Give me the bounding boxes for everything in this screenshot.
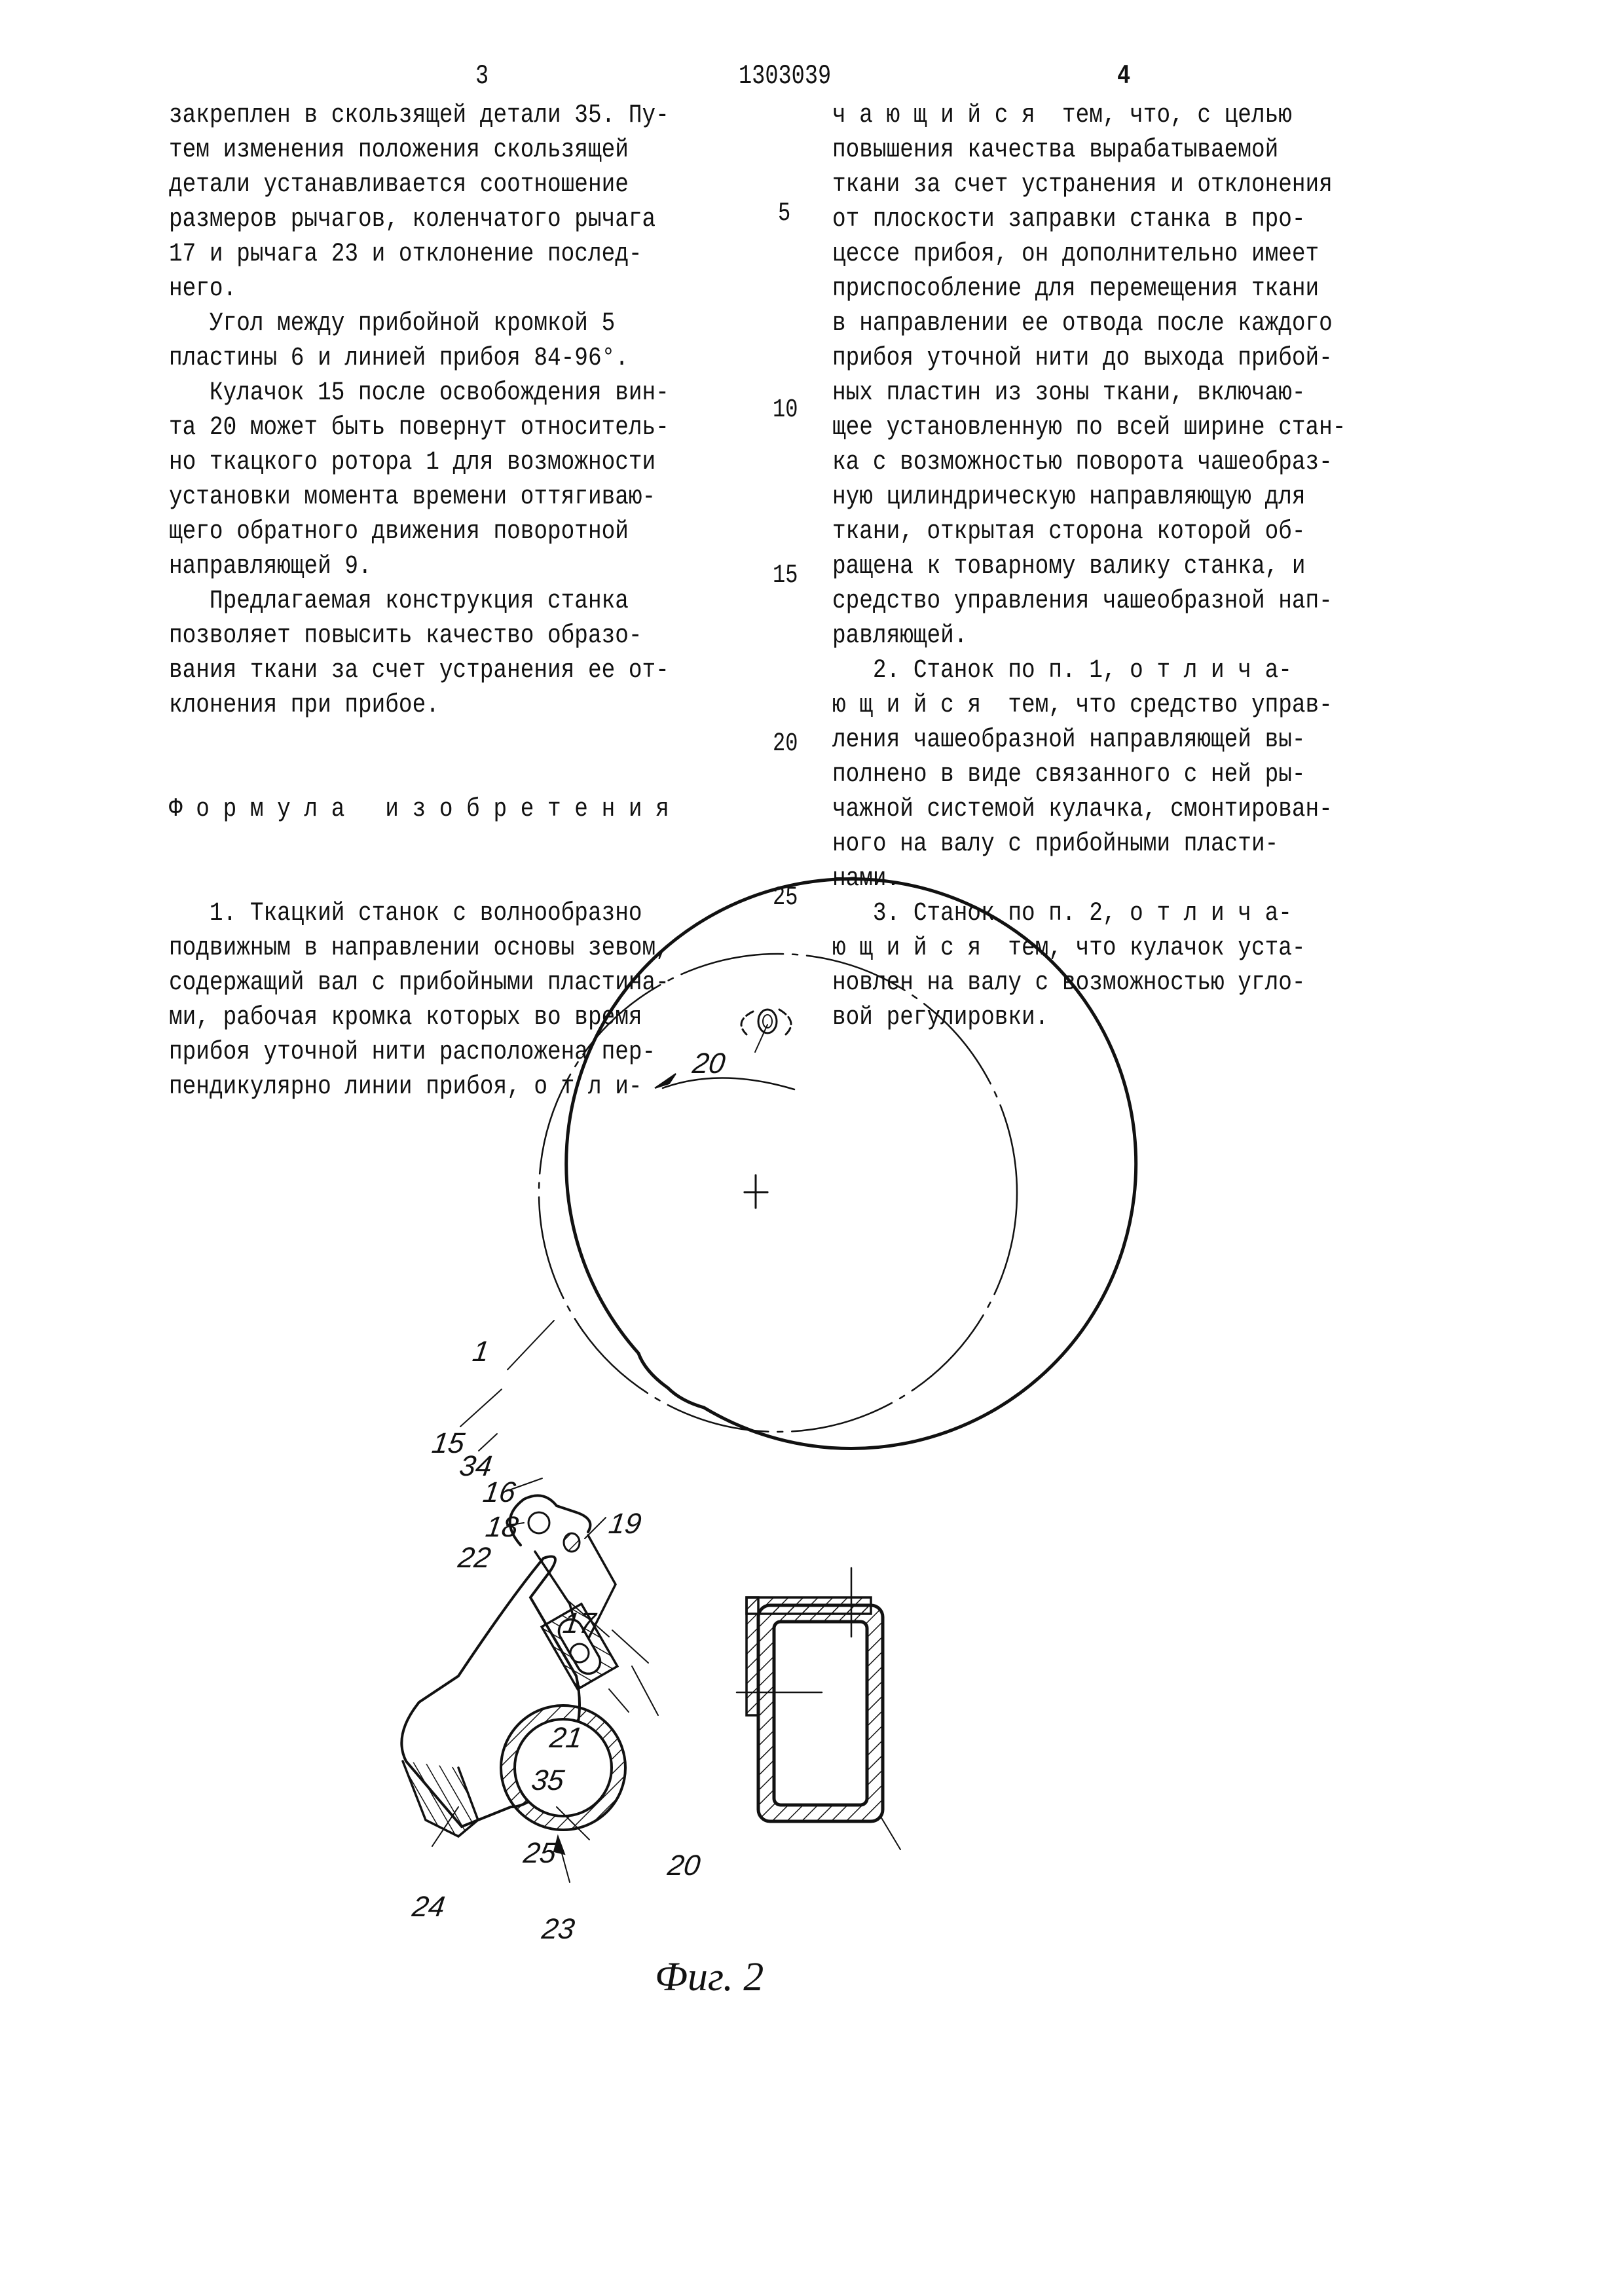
text-line: ную цилиндрическую направляющую для <box>832 480 1346 515</box>
figure-caption: Фиг. 2 <box>655 1954 764 2001</box>
text-line: ных пластин из зоны ткани, включаю- <box>832 376 1346 410</box>
clamp-24 <box>403 1761 478 1836</box>
text-line: Ф о р м у л а и з о б р е т е н и я <box>169 792 669 827</box>
text-line: Угол между прибойной кромкой 5 <box>169 306 669 341</box>
text-line: ращена к товарному валику станка, и <box>832 549 1346 584</box>
line-number-10: 10 <box>773 393 798 428</box>
text-line: ка с возможностью поворота чашеобраз- <box>832 445 1346 480</box>
label-24: 24 <box>410 1891 447 1923</box>
text-line: направляющей 9. <box>169 549 669 584</box>
text-line: тем изменения положения скользящей <box>169 133 669 168</box>
text-line: детали устанавливается соотношение <box>169 168 669 202</box>
screw-slot <box>741 1010 791 1034</box>
label-35: 35 <box>529 1764 566 1797</box>
text-line: полнено в виде связанного с ней ры- <box>832 757 1346 792</box>
screw-20 <box>758 1010 777 1033</box>
text-line: Предлагаемая конструкция станка <box>169 584 669 619</box>
text-line: прибоя уточной нити расположена пер- <box>169 1035 669 1070</box>
text-line: ного на валу с прибойными пласти- <box>832 827 1346 862</box>
text-line: подвижным в направлении основы зевом, <box>169 931 669 966</box>
label-21: 21 <box>547 1722 584 1755</box>
text-line: от плоскости заправки станка в про- <box>832 202 1346 237</box>
left-page-number: 3 <box>475 60 489 92</box>
text-line: пендикулярно линии прибоя, о т л и- <box>169 1070 669 1104</box>
label-1-rotor: 1 <box>470 1336 491 1368</box>
right-page-number: 4 <box>1117 60 1130 92</box>
line-number-20: 20 <box>773 727 798 761</box>
patent-number: 1303039 <box>739 60 831 92</box>
text-line: ю щ и й с я тем, что кулачок уста- <box>832 931 1346 966</box>
rotor-inner-circle <box>539 954 1017 1432</box>
text-line: него. <box>169 272 669 306</box>
label-20-guide: 20 <box>665 1850 702 1882</box>
text-line: 3. Станок по п. 2, о т л и ч а- <box>832 896 1346 931</box>
text-line: ч а ю щ и й с я тем, что, с целью <box>832 98 1346 133</box>
label-23: 23 <box>540 1913 576 1946</box>
label-16: 16 <box>481 1476 517 1509</box>
label-34: 34 <box>457 1450 494 1483</box>
label-22: 22 <box>456 1542 492 1575</box>
text-line: в направлении ее отвода после каждого <box>832 306 1346 341</box>
label-17: 17 <box>561 1607 597 1640</box>
label-18: 18 <box>483 1511 520 1544</box>
text-line: повышения качества вырабатываемой <box>832 133 1346 168</box>
pin-19 <box>564 1533 580 1552</box>
text-line: прибоя уточной нити до выхода прибой- <box>832 341 1346 376</box>
technical-drawing-fig2 <box>0 0 1624 2296</box>
text-line: равляющей. <box>832 619 1346 653</box>
text-line: размеров рычагов, коленчатого рычага <box>169 202 669 237</box>
line-number-15: 15 <box>773 558 798 593</box>
line-number-25: 25 <box>773 881 798 915</box>
text-line: щего обратного движения поворотной <box>169 515 669 549</box>
guide-20-inner <box>774 1622 867 1805</box>
text-line: та 20 может быть повернут относитель- <box>169 410 669 445</box>
text-line: нами. <box>832 862 1346 896</box>
label-15-cam: 15 <box>430 1427 466 1460</box>
text-line: закреплен в скользящей детали 35. Пу- <box>169 98 669 133</box>
text-line: ткани, открытая сторона которой об- <box>832 515 1346 549</box>
text-line: 17 и рычага 23 и отклонение послед- <box>169 237 669 272</box>
label-25: 25 <box>521 1837 558 1870</box>
text-line: щее установленную по всей ширине стан- <box>832 410 1346 445</box>
text-line: но ткацкого ротора 1 для возможности <box>169 445 669 480</box>
patent-page <box>0 0 1624 2296</box>
text-line: ю щ и й с я тем, что средство управ- <box>832 688 1346 723</box>
text-line: вой регулировки. <box>832 1000 1346 1035</box>
text-line: Кулачок 15 после освобождения вин- <box>169 376 669 410</box>
rotor-outer-contour <box>566 879 1136 1449</box>
text-line: 2. Станок по п. 1, о т л и ч а- <box>832 653 1346 688</box>
text-line: средство управления чашеобразной нап- <box>832 584 1346 619</box>
text-line: содержащий вал с прибойными пластина- <box>169 966 669 1000</box>
text-line: позволяет повысить качество образо- <box>169 619 669 653</box>
text-line: ткани за счет устранения и отклонения <box>832 168 1346 202</box>
text-line: клонения при прибое. <box>169 688 669 723</box>
pivot-18 <box>528 1512 549 1533</box>
text-line: чажной системой кулачка, смонтирован- <box>832 792 1346 827</box>
text-line: 1. Ткацкий станок с волнообразно <box>169 896 669 931</box>
text-line: цессе прибоя, он дополнительно имеет <box>832 237 1346 272</box>
text-line: установки момента времени оттягиваю- <box>169 480 669 515</box>
label-20-screw: 20 <box>690 1048 727 1080</box>
line-number-5: 5 <box>778 196 790 231</box>
text-line: пластины 6 и линией прибоя 84-96°. <box>169 341 669 376</box>
text-line: приспособление для перемещения ткани <box>832 272 1346 306</box>
text-line: вания ткани за счет устранения ее от- <box>169 653 669 688</box>
text-line: новлен на валу с возможностью угло- <box>832 966 1346 1000</box>
rotation-arrow <box>663 1078 794 1089</box>
text-line: ми, рабочая кромка которых во время <box>169 1000 669 1035</box>
text-line: ления чашеобразной направляющей вы- <box>832 723 1346 757</box>
label-19: 19 <box>606 1508 643 1540</box>
